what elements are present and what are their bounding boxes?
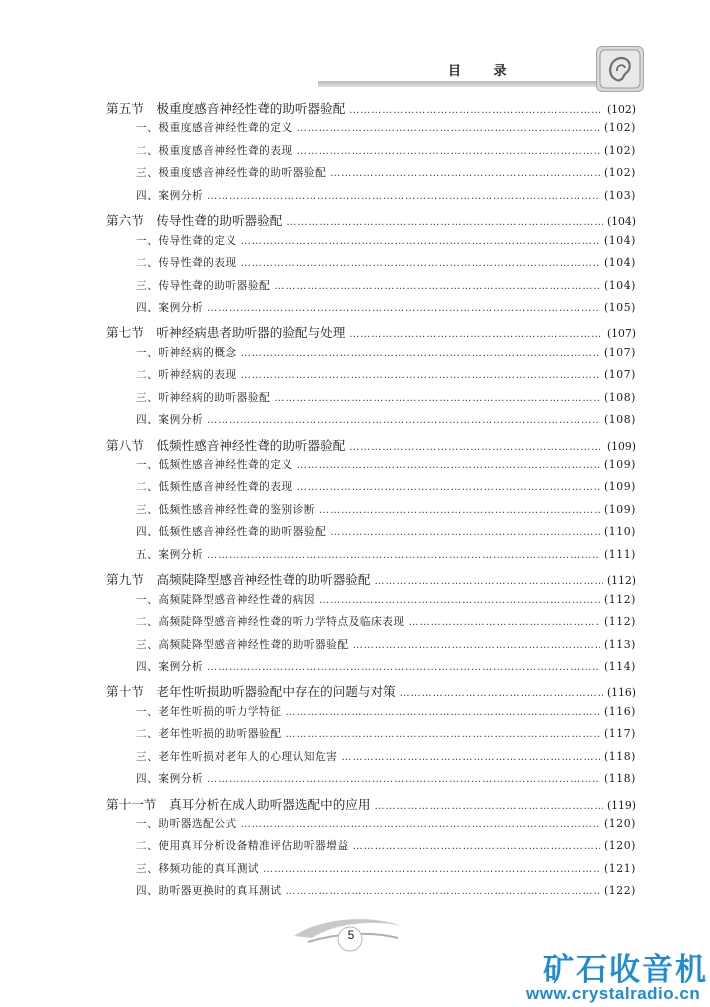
toc-leader-dots — [286, 707, 600, 718]
toc-entry-label: 第五节 极重度感音神经性聋的助听器验配 — [106, 101, 346, 116]
toc-leader-dots — [409, 617, 600, 628]
toc-leader-dots — [374, 801, 602, 812]
watermark-url: www.crystalradio.cn — [526, 984, 701, 1003]
toc-entry-page: (102) — [603, 121, 636, 135]
toc-item-row — [106, 345, 636, 367]
toc-entry-page: (108) — [603, 413, 636, 427]
toc-entry-label: 二、高频陡降型感音神经性聋的听力学特点及临床表现 — [136, 616, 405, 629]
toc-entry-page: (112) — [606, 574, 636, 588]
toc-leader-dots — [241, 819, 600, 830]
toc-entry-label: 第十节 老年性听损助听器验配中存在的问题与对策 — [106, 684, 396, 700]
toc-entry-label: 三、传导性聋的助听器验配 — [136, 279, 271, 292]
toc-section-row — [106, 681, 636, 703]
toc-entry-page: (109) — [606, 439, 636, 453]
toc-leader-dots — [207, 662, 600, 673]
toc-entry-page: (110) — [603, 525, 636, 539]
toc-entry-label: 三、高频陡降型感音神经性聋的助听器验配 — [136, 638, 349, 651]
toc-item-row — [106, 524, 636, 546]
toc-entry-page: (105) — [603, 300, 636, 314]
toc-entry-page: (114) — [603, 659, 636, 673]
toc-item-row — [106, 300, 636, 322]
toc-entry-page: (119) — [606, 798, 636, 812]
toc-leader-dots — [330, 168, 600, 179]
toc-entry-page: (118) — [603, 772, 636, 786]
toc-entry-label: 第十一节 真耳分析在成人助听器选配中的应用 — [106, 796, 371, 812]
toc-entry-label: 第八节 低频性感音神经性聋的助听器验配 — [106, 437, 346, 453]
toc-entry-page: (102) — [603, 143, 636, 157]
toc-entry-label: 一、高频陡降型感音神经性聋的病因 — [136, 593, 316, 606]
toc-item-row — [106, 367, 636, 389]
toc-entry-page: (109) — [603, 502, 636, 516]
toc-item-row — [106, 771, 636, 793]
toc-entry-page: (104) — [603, 233, 636, 247]
toc-entry-label: 二、极重度感音神经性聋的表现 — [136, 144, 293, 157]
toc-item-row — [106, 502, 636, 524]
toc-leader-dots — [207, 550, 600, 561]
toc-section-row — [106, 210, 636, 232]
toc-entry-label: 二、听神经病的表现 — [136, 369, 237, 382]
toc-entry-label: 四、案例分析 — [136, 414, 204, 427]
toc-leader-dots — [400, 688, 603, 699]
toc-entry-page: (104) — [603, 278, 636, 292]
toc-item-row — [106, 547, 636, 569]
toc-leader-dots — [274, 393, 600, 404]
toc-entry-page: (104) — [603, 256, 636, 270]
toc-entry-page: (108) — [603, 390, 636, 404]
table-of-contents — [106, 98, 636, 906]
toc-entry-page: (107) — [606, 327, 636, 341]
toc-item-row — [106, 592, 636, 614]
toc-leader-dots — [297, 146, 600, 157]
toc-leader-dots — [374, 576, 602, 587]
toc-item-row — [106, 861, 636, 883]
toc-leader-dots — [330, 527, 600, 538]
toc-entry-label: 二、使用真耳分析设备精准评估助听器增益 — [136, 840, 349, 853]
toc-item-row — [106, 749, 636, 771]
toc-item-row — [106, 233, 636, 255]
toc-leader-dots — [207, 774, 600, 785]
toc-entry-label: 五、案例分析 — [136, 548, 204, 561]
toc-entry-label: 四、低频性感音神经性聋的助听器验配 — [136, 526, 327, 539]
toc-item-row — [106, 165, 636, 187]
toc-leader-dots — [297, 460, 600, 471]
toc-entry-label: 四、案例分析 — [136, 189, 204, 202]
toc-entry-label: 四、案例分析 — [136, 660, 204, 673]
header-rule — [318, 81, 608, 87]
toc-item-row — [106, 614, 636, 636]
toc-entry-label: 一、低频性感音神经性聋的定义 — [136, 459, 293, 471]
toc-entry-label: 第九节 高频陡降型感音神经性聋的助听器验配 — [106, 572, 371, 588]
toc-entry-page: (103) — [603, 188, 636, 202]
toc-entry-label: 三、极重度感音神经性聋的助听器验配 — [136, 167, 327, 180]
toc-leader-dots — [286, 217, 603, 228]
toc-leader-dots — [241, 370, 600, 381]
toc-entry-page: (109) — [603, 458, 636, 471]
toc-leader-dots — [207, 415, 600, 426]
watermark-site-name: 矿石收音机 — [543, 952, 708, 988]
toc-entry-label: 第七节 听神经病患者助听器的验配与处理 — [106, 325, 346, 341]
toc-entry-page: (116) — [603, 704, 636, 718]
toc-entry-label: 四、助听器更换时的真耳测试 — [136, 885, 282, 898]
toc-section-row — [106, 794, 636, 816]
toc-section-row — [106, 569, 636, 591]
toc-entry-label: 一、传导性聋的定义 — [136, 234, 237, 247]
toc-entry-page: (104) — [606, 215, 636, 229]
toc-leader-dots — [349, 105, 603, 116]
toc-item-row — [106, 479, 636, 501]
toc-item-row — [106, 390, 636, 412]
toc-leader-dots — [286, 886, 600, 897]
page-number: 5 — [347, 928, 355, 942]
toc-entry-page: (121) — [603, 861, 636, 875]
toc-entry-label: 一、助听器选配公式 — [136, 818, 237, 830]
toc-leader-dots — [263, 864, 600, 875]
toc-entry-page: (107) — [603, 345, 636, 359]
toc-leader-dots — [297, 123, 600, 134]
toc-leader-dots — [241, 236, 600, 247]
ear-logo-icon — [596, 46, 644, 92]
toc-entry-label: 一、极重度感音神经性聋的定义 — [136, 122, 293, 135]
toc-item-row — [106, 883, 636, 905]
toc-leader-dots — [353, 841, 600, 852]
toc-entry-label: 一、老年性听损的听力学特征 — [136, 705, 282, 718]
toc-entry-label: 四、案例分析 — [136, 301, 204, 314]
toc-entry-page: (113) — [603, 637, 636, 651]
page-header-title: 目 录 — [448, 64, 521, 79]
toc-entry-page: (116) — [606, 686, 636, 700]
toc-leader-dots — [349, 329, 603, 340]
toc-section-row — [106, 98, 636, 120]
toc-entry-label: 三、听神经病的助听器验配 — [136, 391, 271, 404]
toc-entry-label: 二、传导性聋的表现 — [136, 257, 237, 270]
toc-leader-dots — [353, 640, 600, 651]
toc-leader-dots — [319, 505, 600, 516]
toc-leader-dots — [319, 595, 600, 606]
toc-item-row — [106, 838, 636, 860]
toc-item-row — [106, 726, 636, 748]
toc-entry-page: (112) — [603, 615, 636, 629]
toc-item-row — [106, 637, 636, 659]
toc-leader-dots — [286, 729, 600, 740]
toc-entry-label: 三、老年性听损对老年人的心理认知危害 — [136, 750, 338, 763]
toc-entry-page: (107) — [603, 368, 636, 382]
toc-entry-page: (118) — [603, 749, 636, 763]
toc-item-row — [106, 255, 636, 277]
toc-leader-dots — [241, 348, 600, 359]
toc-entry-label: 四、案例分析 — [136, 773, 204, 786]
toc-entry-label: 二、低频性感音神经性聋的表现 — [136, 481, 293, 494]
toc-item-row — [106, 412, 636, 434]
toc-entry-page: (111) — [603, 547, 636, 561]
toc-entry-label: 二、老年性听损的助听器验配 — [136, 728, 282, 741]
toc-entry-page: (122) — [603, 884, 636, 898]
toc-leader-dots — [349, 442, 603, 453]
toc-item-row — [106, 278, 636, 300]
toc-entry-label: 第六节 传导性聋的助听器验配 — [106, 213, 283, 229]
toc-entry-page: (120) — [603, 817, 636, 830]
toc-entry-page: (109) — [603, 480, 636, 494]
toc-entry-page: (102) — [603, 166, 636, 180]
toc-entry-page: (117) — [603, 727, 636, 741]
toc-leader-dots — [241, 258, 600, 269]
toc-item-row — [106, 188, 636, 210]
toc-entry-page: (102) — [606, 103, 636, 116]
toc-item-row — [106, 816, 636, 838]
toc-section-row — [106, 322, 636, 344]
toc-leader-dots — [342, 752, 600, 763]
toc-entry-page: (112) — [603, 592, 636, 606]
toc-item-row — [106, 120, 636, 142]
toc-leader-dots — [274, 281, 600, 292]
toc-leader-dots — [207, 191, 600, 202]
toc-entry-label: 三、移频功能的真耳测试 — [136, 862, 260, 875]
toc-section-row — [106, 435, 636, 457]
toc-leader-dots — [297, 482, 600, 493]
toc-leader-dots — [207, 303, 600, 314]
toc-entry-label: 一、听神经病的概念 — [136, 346, 237, 359]
toc-item-row — [106, 659, 636, 681]
toc-entry-label: 三、低频性感音神经性聋的鉴别诊断 — [136, 503, 316, 516]
toc-item-row — [106, 143, 636, 165]
toc-item-row — [106, 457, 636, 479]
toc-entry-page: (120) — [603, 839, 636, 853]
toc-item-row — [106, 704, 636, 726]
